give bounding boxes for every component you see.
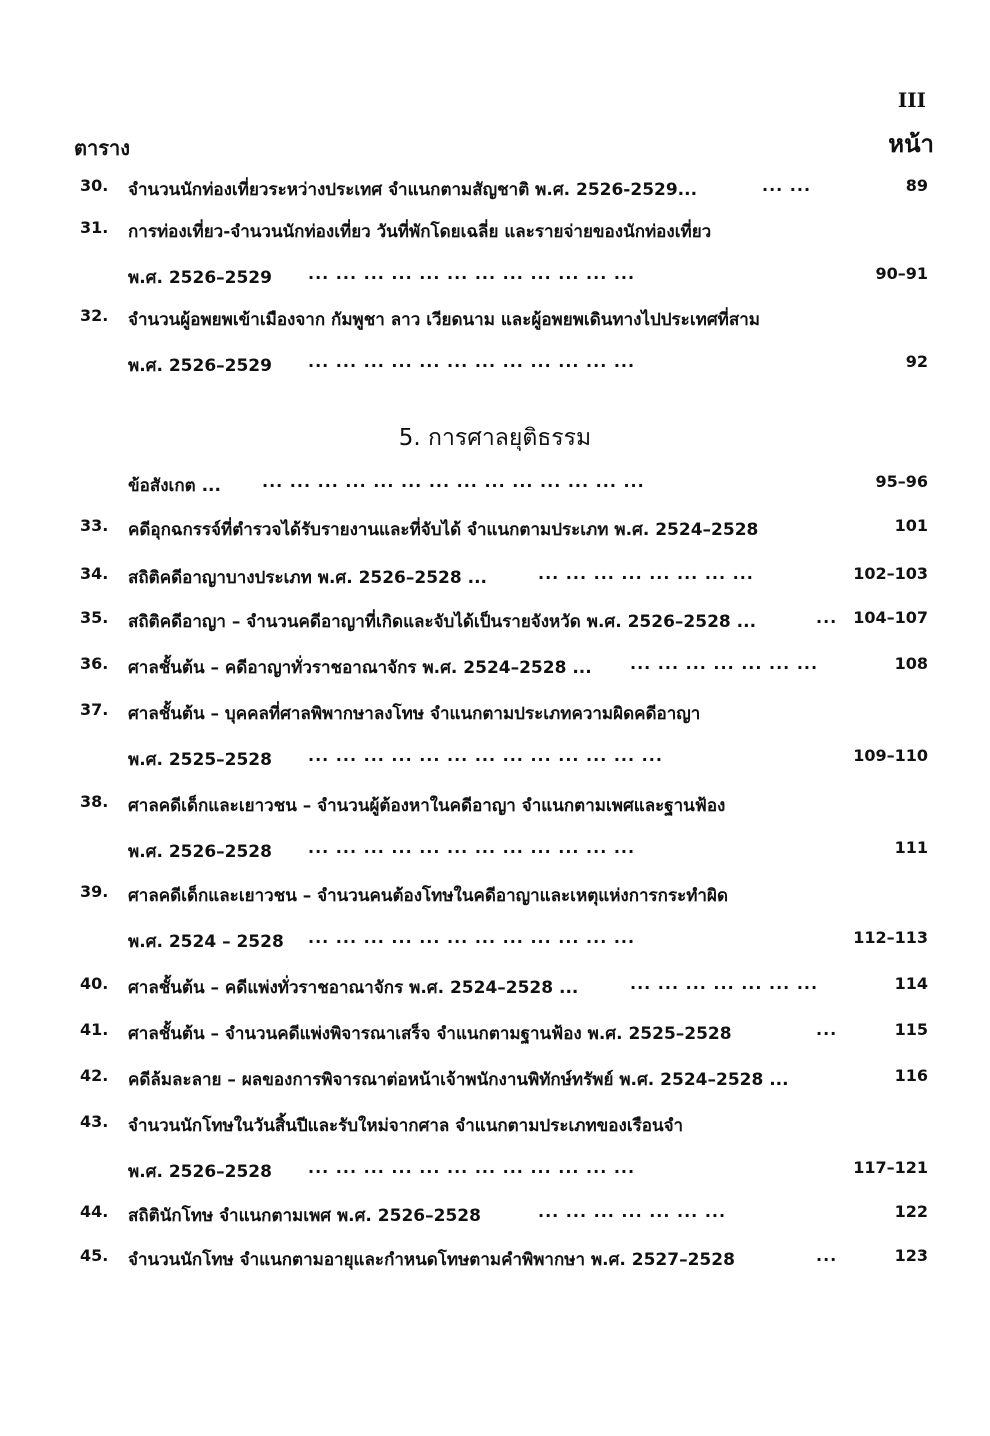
entry-page: 111 — [894, 838, 928, 857]
leader-dots: ... ... ... ... ... ... ... ... ... ... ... ... — [308, 838, 636, 857]
entry-page: 117–121 — [853, 1158, 928, 1177]
entry-page: 109–110 — [853, 746, 928, 765]
entry-years: พ.ศ. 2526–2529 — [128, 268, 272, 288]
toc-entry[interactable] — [0, 654, 990, 684]
entry-page: 104–107 — [853, 608, 928, 627]
entry-years: พ.ศ. 2526–2528 — [128, 1162, 272, 1182]
leader-dots: ... ... ... ... ... ... ... ... — [538, 564, 754, 583]
toc-entry-continuation — [0, 928, 990, 958]
entry-number: 39. — [80, 882, 109, 901]
entry-page: 89 — [905, 176, 928, 195]
entry-title: จำนวนนักโทษ จำแนกตามอายุและกำหนดโทษตามคำพิพากษา พ.ศ. 2527–2528 — [128, 1250, 735, 1270]
leader-dots: ... ... ... ... ... ... ... — [630, 654, 819, 673]
entry-page: 116 — [894, 1066, 928, 1085]
column-header-page: หน้า — [888, 130, 934, 158]
entry-page: 122 — [894, 1202, 928, 1221]
entry-number: 34. — [80, 564, 109, 583]
section-title: 5. การศาลยุติธรรม — [398, 425, 592, 451]
toc-entry-continuation — [0, 746, 990, 776]
entry-number: 45. — [80, 1246, 109, 1265]
entry-page: 115 — [894, 1020, 928, 1039]
toc-entry[interactable] — [0, 218, 990, 248]
entry-title: ศาลชั้นต้น – คดีอาญาทั่วราชอาณาจักร พ.ศ. 2524–2528 ... — [128, 658, 592, 678]
entry-title: ข้อสังเกต ... — [128, 476, 221, 496]
toc-entry-continuation — [0, 1158, 990, 1188]
toc-entry[interactable] — [0, 1066, 990, 1096]
entry-number: 38. — [80, 792, 109, 811]
toc-entry[interactable] — [0, 608, 990, 638]
leader-dots: ... — [816, 1020, 838, 1039]
leader-dots: ... ... ... ... ... ... ... — [538, 1202, 727, 1221]
leader-dots: ... ... ... ... ... ... ... ... ... ... ... ... — [308, 352, 636, 371]
entry-page: 90–91 — [875, 264, 928, 283]
entry-page: 108 — [894, 654, 928, 673]
leader-dots: ... ... ... ... ... ... ... ... ... ... ... ... — [308, 1158, 636, 1177]
entry-number: 43. — [80, 1112, 109, 1131]
entry-page: 102–103 — [853, 564, 928, 583]
toc-entry[interactable] — [0, 700, 990, 730]
leader-dots: ... ... ... ... ... ... ... ... ... ... ... ... ... — [308, 746, 663, 765]
entry-page: 95–96 — [875, 472, 928, 491]
entry-number: 33. — [80, 516, 109, 535]
entry-number: 30. — [80, 176, 109, 195]
entry-title: คดีล้มละลาย – ผลของการพิจารณาต่อหน้าเจ้าพนักงานพิทักษ์ทรัพย์ พ.ศ. 2524–2528 ... — [128, 1070, 789, 1090]
entry-title: ศาลชั้นต้น – บุคคลที่ศาลพิพากษาลงโทษ จำแนกตามประเภทความผิดคดีอาญา — [128, 704, 701, 724]
toc-entry-continuation — [0, 352, 990, 382]
toc-entry[interactable] — [0, 974, 990, 1004]
toc-entry[interactable] — [0, 882, 990, 912]
leader-dots: ... — [816, 608, 838, 627]
leader-dots: ... — [816, 1246, 838, 1265]
entry-title: สถิติคดีอาญา – จำนวนคดีอาญาที่เกิดและจับได้เป็นรายจังหวัด พ.ศ. 2526–2528 ... — [128, 612, 757, 632]
column-header-table: ตาราง — [74, 136, 130, 160]
page-number: III — [897, 88, 926, 112]
toc-entry[interactable] — [0, 306, 990, 336]
entry-page: 123 — [894, 1246, 928, 1265]
entry-title: คดีอุกฉกรรจ์ที่ตำรวจได้รับรายงานและที่จับได้ จำแนกตามประเภท พ.ศ. 2524–2528 — [128, 520, 759, 540]
toc-entry[interactable] — [0, 792, 990, 822]
entry-number: 36. — [80, 654, 109, 673]
toc-entry[interactable] — [0, 1020, 990, 1050]
leader-dots: ... ... ... ... ... ... ... ... ... ... ... ... — [308, 264, 636, 283]
entry-number: 40. — [80, 974, 109, 993]
entry-number: 37. — [80, 700, 109, 719]
toc-entry[interactable] — [0, 472, 990, 502]
toc-entry[interactable] — [0, 1202, 990, 1232]
entry-title: สถิติคดีอาญาบางประเภท พ.ศ. 2526–2528 ... — [128, 568, 487, 588]
leader-dots: ... ... ... ... ... ... ... ... ... ... ... ... ... ... — [262, 472, 645, 491]
entry-number: 42. — [80, 1066, 109, 1085]
toc-entry[interactable] — [0, 1112, 990, 1142]
entry-number: 44. — [80, 1202, 109, 1221]
entry-page: 112–113 — [853, 928, 928, 947]
entry-title: ศาลชั้นต้น – คดีแพ่งทั่วราชอาณาจักร พ.ศ. 2524–2528 ... — [128, 978, 579, 998]
entry-years: พ.ศ. 2526–2529 — [128, 356, 272, 376]
toc-entry[interactable] — [0, 516, 990, 546]
toc-entry[interactable] — [0, 1246, 990, 1276]
entry-page: 92 — [905, 352, 928, 371]
entry-number: 41. — [80, 1020, 109, 1039]
entry-years: พ.ศ. 2526–2528 — [128, 842, 272, 862]
toc-entry-continuation — [0, 264, 990, 294]
entry-number: 32. — [80, 306, 109, 325]
entry-number: 35. — [80, 608, 109, 627]
entry-title: จำนวนผู้อพยพเข้าเมืองจาก กัมพูชา ลาว เวียดนาม และผู้อพยพเดินทางไปประเทศที่สาม — [128, 310, 760, 330]
entry-title: จำนวนนักโทษในวันสิ้นปีและรับใหม่จากศาล จำแนกตามประเภทของเรือนจำ — [128, 1116, 684, 1136]
toc-entry[interactable] — [0, 564, 990, 594]
entry-page: 114 — [894, 974, 928, 993]
entry-title: การท่องเที่ยว-จำนวนนักท่องเที่ยว วันที่พักโดยเฉลี่ย และรายจ่ายของนักท่องเที่ยว — [128, 222, 712, 242]
entry-years: พ.ศ. 2525–2528 — [128, 750, 272, 770]
entry-title: ศาลชั้นต้น – จำนวนคดีแพ่งพิจารณาเสร็จ จำแนกตามฐานฟ้อง พ.ศ. 2525–2528 — [128, 1024, 732, 1044]
leader-dots: ... ... ... ... ... ... ... — [630, 974, 819, 993]
entry-title: ศาลคดีเด็กและเยาวชน – จำนวนผู้ต้องหาในคดีอาญา จำแนกตามเพศและฐานฟ้อง — [128, 796, 726, 816]
entry-page: 101 — [894, 516, 928, 535]
leader-dots: ... ... — [762, 176, 812, 195]
entry-title: จำนวนนักท่องเที่ยวระหว่างประเทศ จำแนกตามสัญชาติ พ.ศ. 2526-2529... — [128, 180, 698, 200]
entry-title: ศาลคดีเด็กและเยาวชน – จำนวนคนต้องโทษในคดีอาญาและเหตุแห่งการกระทำผิด — [128, 886, 728, 906]
entry-years: พ.ศ. 2524 – 2528 — [128, 932, 284, 952]
toc-entry[interactable] — [0, 176, 990, 206]
entry-number: 31. — [80, 218, 109, 237]
entry-title: สถิตินักโทษ จำแนกตามเพศ พ.ศ. 2526–2528 — [128, 1206, 481, 1226]
leader-dots: ... ... ... ... ... ... ... ... ... ... ... ... — [308, 928, 636, 947]
toc-entry-continuation — [0, 838, 990, 868]
